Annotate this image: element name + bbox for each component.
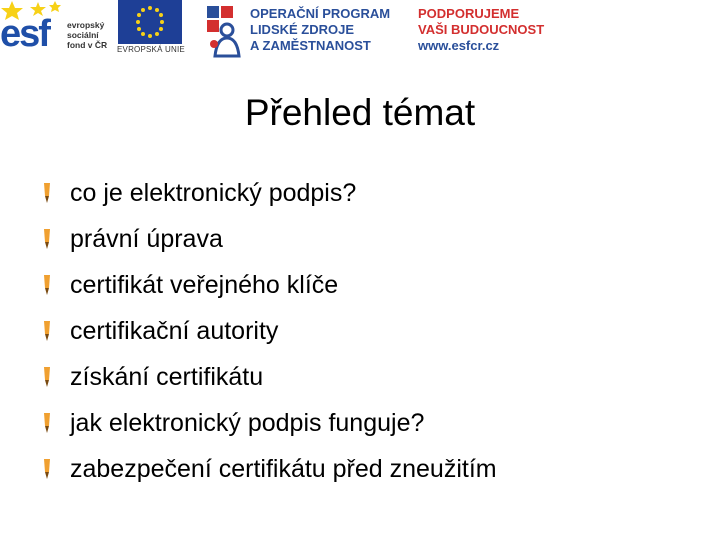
- list-item: [40, 308, 497, 354]
- pencil-icon: [40, 227, 54, 251]
- list-item-text: získání certifikátu: [70, 363, 264, 391]
- support-slogan: [418, 6, 544, 54]
- list-item: [40, 262, 497, 308]
- list-item-text: co je elektronický podpis?: [70, 179, 357, 207]
- esf-logo: [0, 0, 115, 62]
- topic-list: [40, 170, 497, 492]
- list-item-text: právní úprava: [70, 225, 223, 253]
- pencil-icon: [40, 365, 54, 389]
- list-item: [40, 400, 497, 446]
- list-item-text: certifikační autority: [70, 317, 279, 345]
- website-link[interactable]: www.esfcr.cz: [418, 38, 500, 53]
- list-item-text: jak elektronický podpis funguje?: [70, 409, 425, 437]
- pencil-icon: [40, 457, 54, 481]
- eu-flag-icon: [118, 0, 182, 44]
- program-name: [250, 6, 390, 54]
- header-banner: [0, 0, 720, 62]
- esf-wordmark: esf: [0, 13, 49, 55]
- slogan-line: VAŠI BUDOUCNOST: [418, 22, 545, 37]
- pencil-icon: [40, 273, 54, 297]
- list-item-text: zabezpečení certifikátu před zneužitím: [70, 455, 497, 483]
- list-item-text: certifikát veřejného klíče: [70, 271, 339, 299]
- program-line: LIDSKÉ ZDROJE: [250, 22, 355, 37]
- esf-subtitle: [67, 20, 107, 50]
- pencil-icon: [40, 181, 54, 205]
- eu-caption: EVROPSKÁ UNIE: [117, 45, 185, 54]
- list-item: [40, 170, 497, 216]
- pencil-icon: [40, 411, 54, 435]
- slide-title: Přehled témat: [244, 92, 476, 133]
- list-item: [40, 354, 497, 400]
- esf-sub-line: fond v ČR: [67, 40, 108, 50]
- esf-sub-line: evropský: [67, 20, 105, 30]
- esf-sub-line: sociální: [67, 30, 99, 40]
- op-people-icon: [205, 0, 247, 58]
- program-line: OPERAČNÍ PROGRAM: [250, 6, 391, 21]
- list-item: [40, 446, 497, 492]
- list-item: [40, 216, 497, 262]
- slogan-line: PODPORUJEME: [418, 6, 520, 21]
- pencil-icon: [40, 319, 54, 343]
- program-line: A ZAMĚSTNANOST: [250, 38, 371, 53]
